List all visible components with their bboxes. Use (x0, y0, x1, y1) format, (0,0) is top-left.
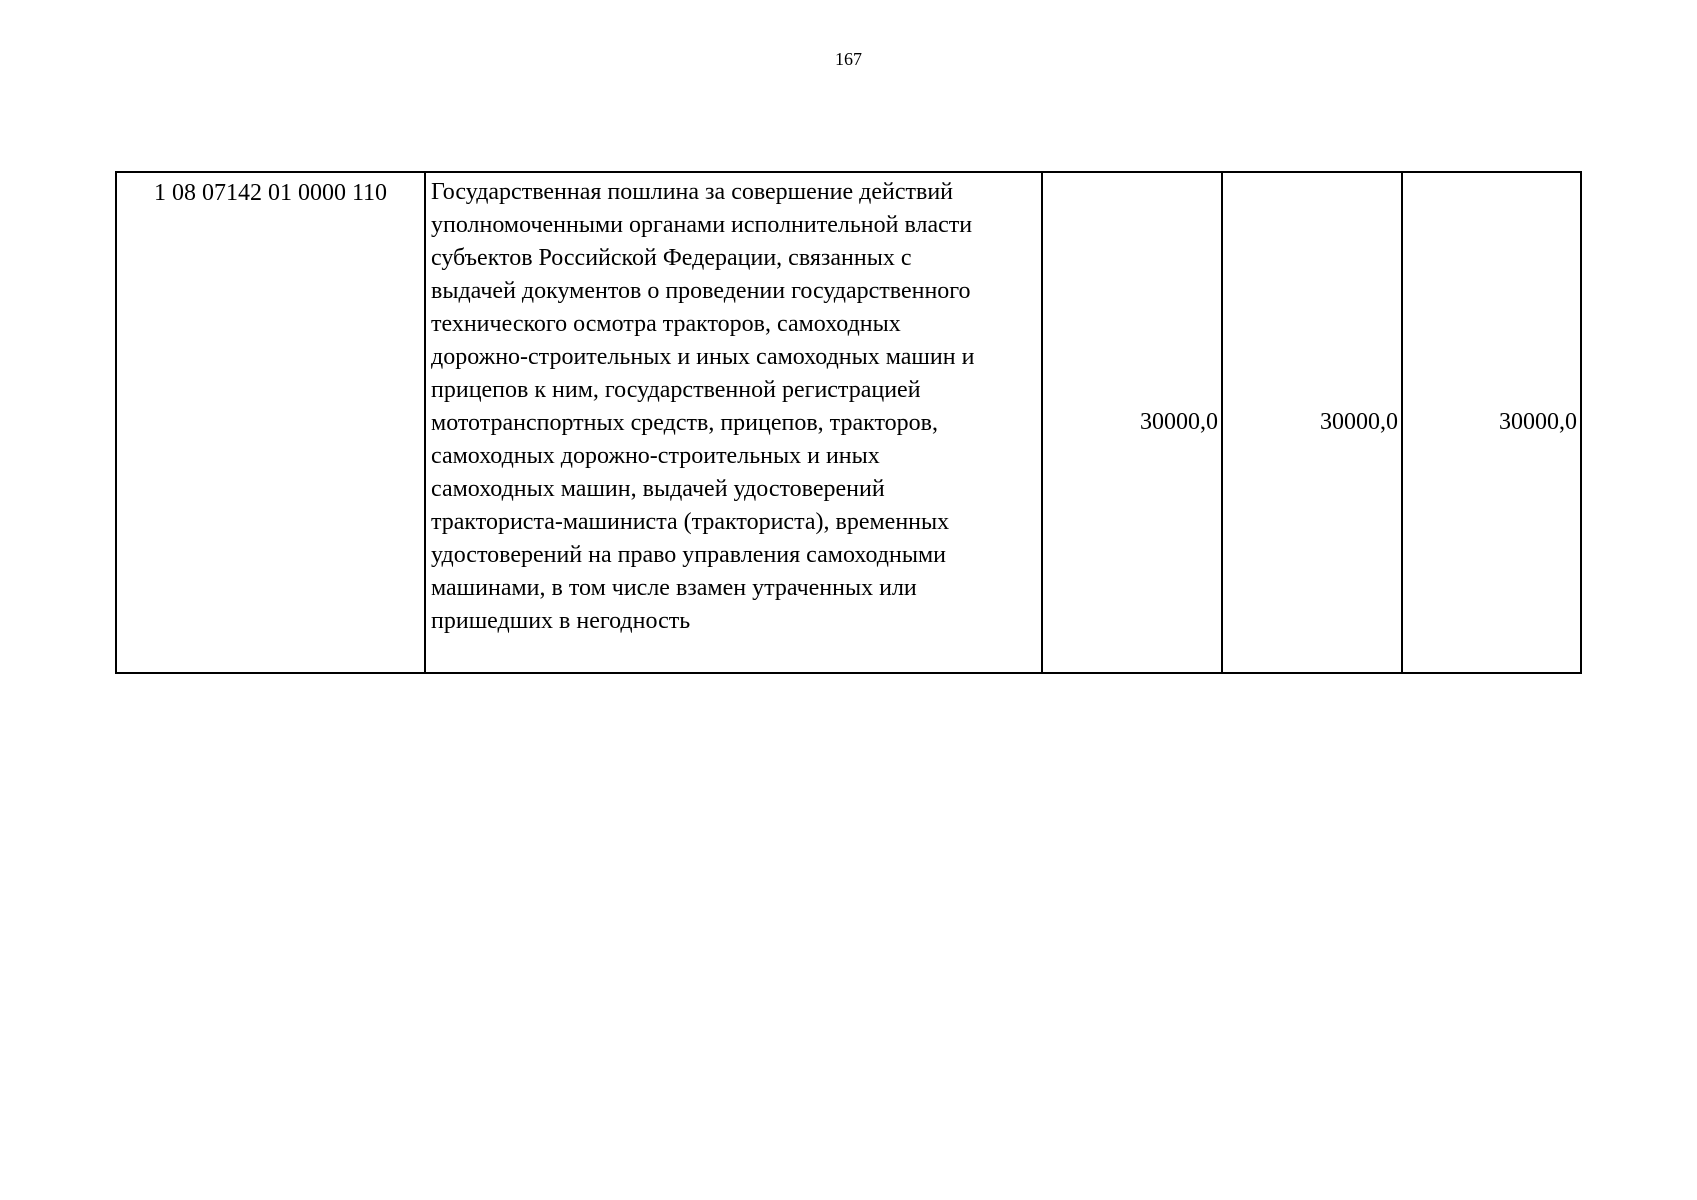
amount-cell-2: 30000,0 (1222, 172, 1402, 673)
amount-cell-3: 30000,0 (1402, 172, 1581, 673)
table-row (116, 172, 1581, 673)
budget-revenue-table (115, 171, 1582, 674)
page-number: 167 (835, 49, 862, 69)
revenue-code-cell: 1 08 07142 01 0000 110 (116, 172, 425, 673)
table-body (116, 172, 1581, 673)
amount-cell-1: 30000,0 (1042, 172, 1222, 673)
revenue-name-cell (425, 172, 1042, 673)
revenue-name-text: Государственная пошлина за совершение действий уполномоченными органами исполнительной власти субъектов Российской Федерации, связанных с выдачей документов о проведении государственного технического осмотра тракторов, самоходных дорожно-строительных и иных самоходных машин и прицепов к ним, государственной регистрацией мототранспортных средств, прицепов, тракторов, самоходных дорожно-строительных и иных самоходных машин, выдачей удостоверений тракториста-машиниста (тракториста), временных удостоверений на право управления самоходными машинами, в том числе взамен утраченных или пришедших в негодность (431, 179, 975, 634)
